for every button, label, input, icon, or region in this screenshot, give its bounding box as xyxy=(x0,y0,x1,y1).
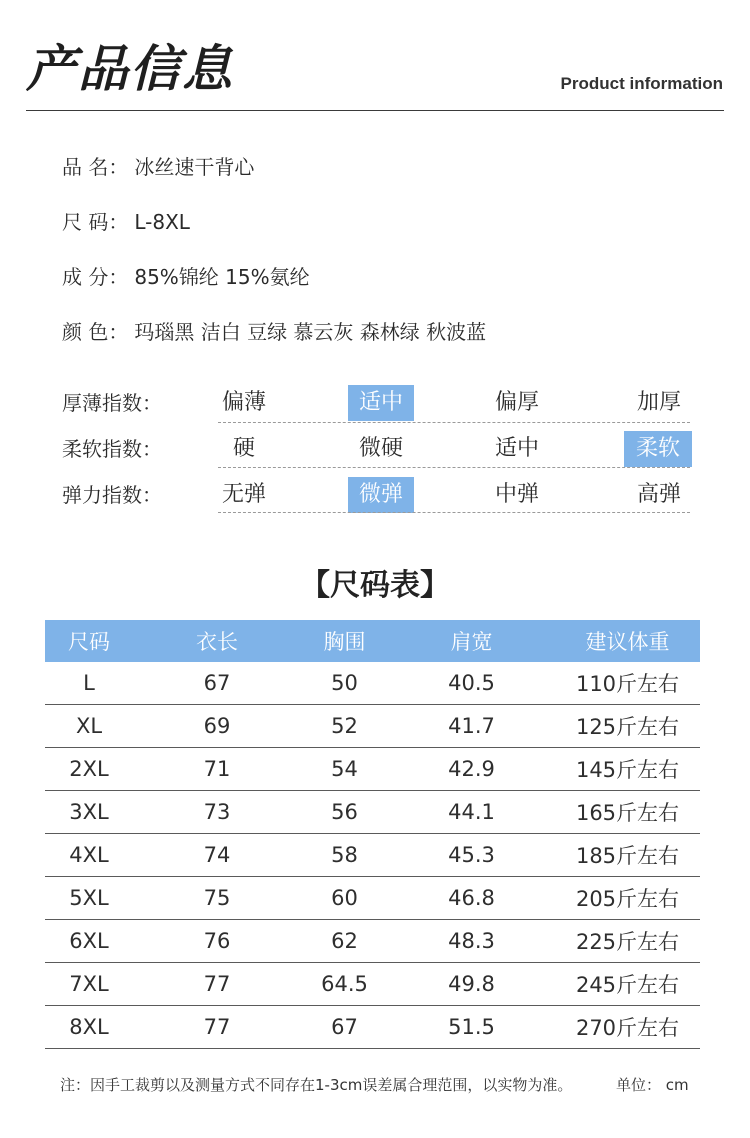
softness-option-selected: 柔软 xyxy=(624,431,692,467)
table-cell: 58 xyxy=(301,834,388,877)
thickness-option: 偏厚 xyxy=(494,390,539,415)
table-cell: 75 xyxy=(133,877,301,920)
info-label: 尺 码： xyxy=(62,210,129,234)
table-cell: 50 xyxy=(301,662,388,705)
table-cell: 40.5 xyxy=(388,662,555,705)
table-cell: L xyxy=(45,662,133,705)
table-row xyxy=(45,834,700,877)
table-cell: XL xyxy=(45,705,133,748)
table-cell: 51.5 xyxy=(388,1006,555,1049)
table-cell: 69 xyxy=(133,705,301,748)
table-cell: 2XL xyxy=(45,748,133,791)
table-cell: 225斤左右 xyxy=(555,920,700,963)
softness-option: 适中 xyxy=(494,436,539,461)
table-cell: 67 xyxy=(133,662,301,705)
page-title: 产品信息 xyxy=(26,40,234,98)
col-header-weight: 建议体重 xyxy=(555,620,700,662)
table-cell: 54 xyxy=(301,748,388,791)
table-cell: 145斤左右 xyxy=(555,748,700,791)
table-cell: 4XL xyxy=(45,834,133,877)
unit-label: 单位： cm xyxy=(616,1076,689,1094)
elasticity-option: 高弹 xyxy=(636,482,681,507)
info-value: 85%锦纶 15%氨纶 xyxy=(134,265,310,289)
info-value: 玛瑙黑 洁白 豆绿 慕云灰 森林绿 秋波蓝 xyxy=(134,320,487,344)
info-row-material xyxy=(62,262,310,292)
table-cell: 110斤左右 xyxy=(555,662,700,705)
table-cell: 62 xyxy=(301,920,388,963)
table-row xyxy=(45,662,700,705)
size-chart-title: 【尺码表】 xyxy=(300,568,450,603)
table-cell: 56 xyxy=(301,791,388,834)
elasticity-index-label: 弹力指数： xyxy=(62,483,162,507)
table-cell: 41.7 xyxy=(388,705,555,748)
table-cell: 49.8 xyxy=(388,963,555,1006)
softness-index-label: 柔软指数： xyxy=(62,437,162,461)
table-cell: 64.5 xyxy=(301,963,388,1006)
table-cell: 245斤左右 xyxy=(555,963,700,1006)
thickness-option-selected: 适中 xyxy=(348,385,414,421)
table-cell: 71 xyxy=(133,748,301,791)
table-cell: 7XL xyxy=(45,963,133,1006)
thickness-index-label: 厚薄指数： xyxy=(62,391,162,415)
page-subtitle: Product information xyxy=(560,74,723,93)
table-header-row xyxy=(45,620,700,662)
table-cell: 165斤左右 xyxy=(555,791,700,834)
info-value: 冰丝速干背心 xyxy=(134,155,255,179)
title-divider xyxy=(26,110,724,111)
info-row-colors xyxy=(62,317,486,347)
table-cell: 45.3 xyxy=(388,834,555,877)
col-header-shoulder: 肩宽 xyxy=(388,620,555,662)
thickness-option: 加厚 xyxy=(636,390,681,415)
table-cell: 270斤左右 xyxy=(555,1006,700,1049)
table-cell: 5XL xyxy=(45,877,133,920)
table-cell: 125斤左右 xyxy=(555,705,700,748)
info-row-name xyxy=(62,152,254,182)
table-cell: 6XL xyxy=(45,920,133,963)
col-header-size: 尺码 xyxy=(45,620,133,662)
table-cell: 77 xyxy=(133,963,301,1006)
dashed-divider xyxy=(218,512,690,513)
table-row xyxy=(45,748,700,791)
thickness-option: 偏薄 xyxy=(221,390,266,415)
info-label: 品 名： xyxy=(62,155,129,179)
table-cell: 74 xyxy=(133,834,301,877)
table-cell: 60 xyxy=(301,877,388,920)
dashed-divider xyxy=(218,422,690,423)
table-cell: 3XL xyxy=(45,791,133,834)
table-row xyxy=(45,963,700,1006)
size-chart-table xyxy=(45,620,700,1049)
info-row-size xyxy=(62,207,190,237)
softness-option: 微硬 xyxy=(358,436,403,461)
table-cell: 77 xyxy=(133,1006,301,1049)
table-row xyxy=(45,877,700,920)
table-cell: 44.1 xyxy=(388,791,555,834)
table-cell: 46.8 xyxy=(388,877,555,920)
elasticity-option-selected: 微弹 xyxy=(348,477,414,513)
table-cell: 73 xyxy=(133,791,301,834)
table-row xyxy=(45,1006,700,1049)
softness-option: 硬 xyxy=(232,436,255,461)
table-cell: 205斤左右 xyxy=(555,877,700,920)
table-cell: 76 xyxy=(133,920,301,963)
dashed-divider xyxy=(218,467,690,468)
table-cell: 48.3 xyxy=(388,920,555,963)
elasticity-option: 中弹 xyxy=(494,482,539,507)
table-cell: 8XL xyxy=(45,1006,133,1049)
elasticity-option: 无弹 xyxy=(221,482,266,507)
footnote: 注：因手工裁剪以及测量方式不同存在1-3cm误差属合理范围，以实物为准。 xyxy=(60,1076,573,1094)
col-header-length: 衣长 xyxy=(133,620,301,662)
table-row xyxy=(45,920,700,963)
table-cell: 52 xyxy=(301,705,388,748)
info-label: 颜 色： xyxy=(62,320,129,344)
table-row xyxy=(45,705,700,748)
col-header-chest: 胸围 xyxy=(301,620,388,662)
info-label: 成 分： xyxy=(62,265,129,289)
table-cell: 42.9 xyxy=(388,748,555,791)
table-cell: 185斤左右 xyxy=(555,834,700,877)
table-row xyxy=(45,791,700,834)
info-value: L-8XL xyxy=(134,210,190,234)
table-cell: 67 xyxy=(301,1006,388,1049)
